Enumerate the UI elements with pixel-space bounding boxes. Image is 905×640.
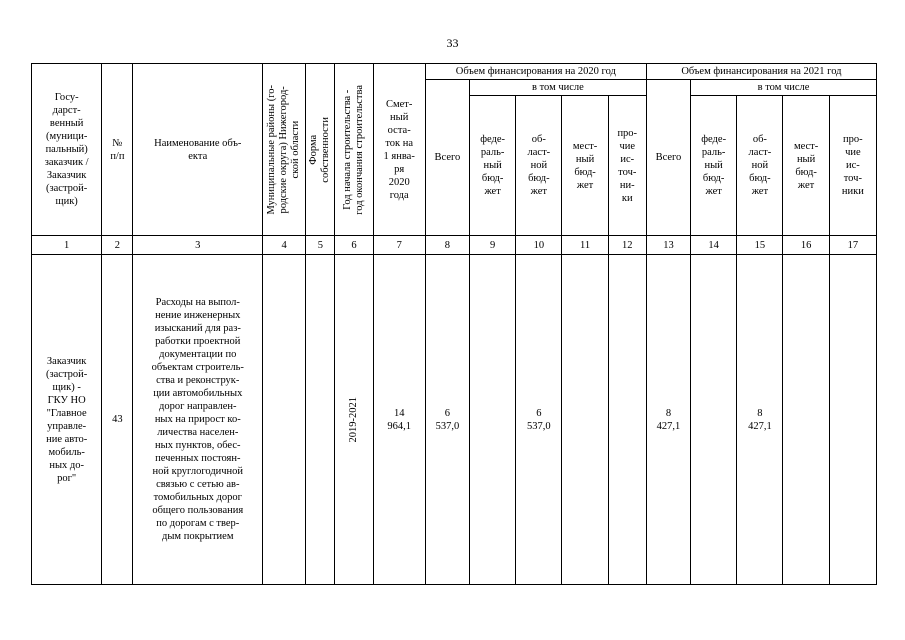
row-other-2020 [608,255,646,585]
row-description: Расходы на выпол- нение инженерных изысканий для раз- работки проектной документации по объектам строитель- ства и реконструк- ции автомобильных дорог направлен- ных на прирост ко- личества населен- ных пунктов, обес- печенных постоян- ной круглогодичной связью с сетью ав- томобильных дорог общего пользования по дорогам с твер- дым покрытием [133,255,263,585]
row-district [263,255,306,585]
column-number: 8 [425,236,469,255]
row-regional-2020: 6 537,0 [516,255,562,585]
header-total-2020: Всего [425,80,469,236]
column-number: 9 [470,236,516,255]
column-number: 6 [335,236,373,255]
header-ownership-text: Форма собственности [308,116,332,183]
table-row [32,255,877,585]
header-federal-2021: феде- раль- ный бюд- жет [691,96,737,236]
header-regional-2021: об- ласт- ной бюд- жет [737,96,783,236]
header-local-2020: мест- ный бюд- жет [562,96,608,236]
column-number: 17 [829,236,876,255]
header-districts [263,64,306,236]
header-ownership [306,64,335,236]
column-number: 16 [783,236,829,255]
header-years [335,64,373,236]
header-including-2020: в том числе [470,80,647,96]
header-including-2021: в том числе [691,80,877,96]
header-local-2021: мест- ный бюд- жет [783,96,829,236]
column-number: 11 [562,236,608,255]
row-local-2020 [562,255,608,585]
row-federal-2021 [691,255,737,585]
header-customer: Госу- дарст- венный (муници- пальный) заказчик / Заказчик (застрой- щик) [32,64,102,236]
header-fin-2021: Объем финансирования на 2021 год [646,64,876,80]
column-number: 4 [263,236,306,255]
row-estimate: 14 964,1 [373,255,425,585]
column-number: 12 [608,236,646,255]
header-districts-text: Муниципальные районы (го- родские округа) Нижегород- ской области [266,84,302,215]
column-number: 13 [646,236,690,255]
column-number: 3 [133,236,263,255]
row-years-cell [335,255,373,585]
row-total-2020: 6 537,0 [425,255,469,585]
header-number: № п/п [102,64,133,236]
row-other-2021 [829,255,876,585]
row-federal-2020 [470,255,516,585]
row-number: 43 [102,255,133,585]
column-number: 7 [373,236,425,255]
column-number: 1 [32,236,102,255]
financing-table [31,63,877,585]
header-object-name: Наименование объ- екта [133,64,263,236]
header-regional-2020: об- ласт- ной бюд- жет [516,96,562,236]
column-number: 2 [102,236,133,255]
header-total-2021: Всего [646,80,690,236]
header-estimate: Смет- ный оста- ток на 1 янва- ря 2020 года [373,64,425,236]
header-other-2020: про- чие ис- точ- ни- ки [608,96,646,236]
header-fin-2020: Объем финансирования на 2020 год [425,64,646,80]
column-number: 15 [737,236,783,255]
row-years: 2019-2021 [347,396,359,443]
column-number: 10 [516,236,562,255]
row-total-2021: 8 427,1 [646,255,690,585]
row-customer: Заказчик (застрой- щик) - ГКУ НО "Главное управле- ние авто- мобиль- ных до- рог" [32,255,102,585]
header-federal-2020: феде- раль- ный бюд- жет [470,96,516,236]
row-regional-2021: 8 427,1 [737,255,783,585]
column-number: 14 [691,236,737,255]
header-other-2021: про- чие ис- точ- ники [829,96,876,236]
row-local-2021 [783,255,829,585]
column-number: 5 [306,236,335,255]
header-years-text: Год начала строительства - год окончания строительства [341,84,365,215]
row-ownership [306,255,335,585]
page-number: 33 [446,36,459,50]
